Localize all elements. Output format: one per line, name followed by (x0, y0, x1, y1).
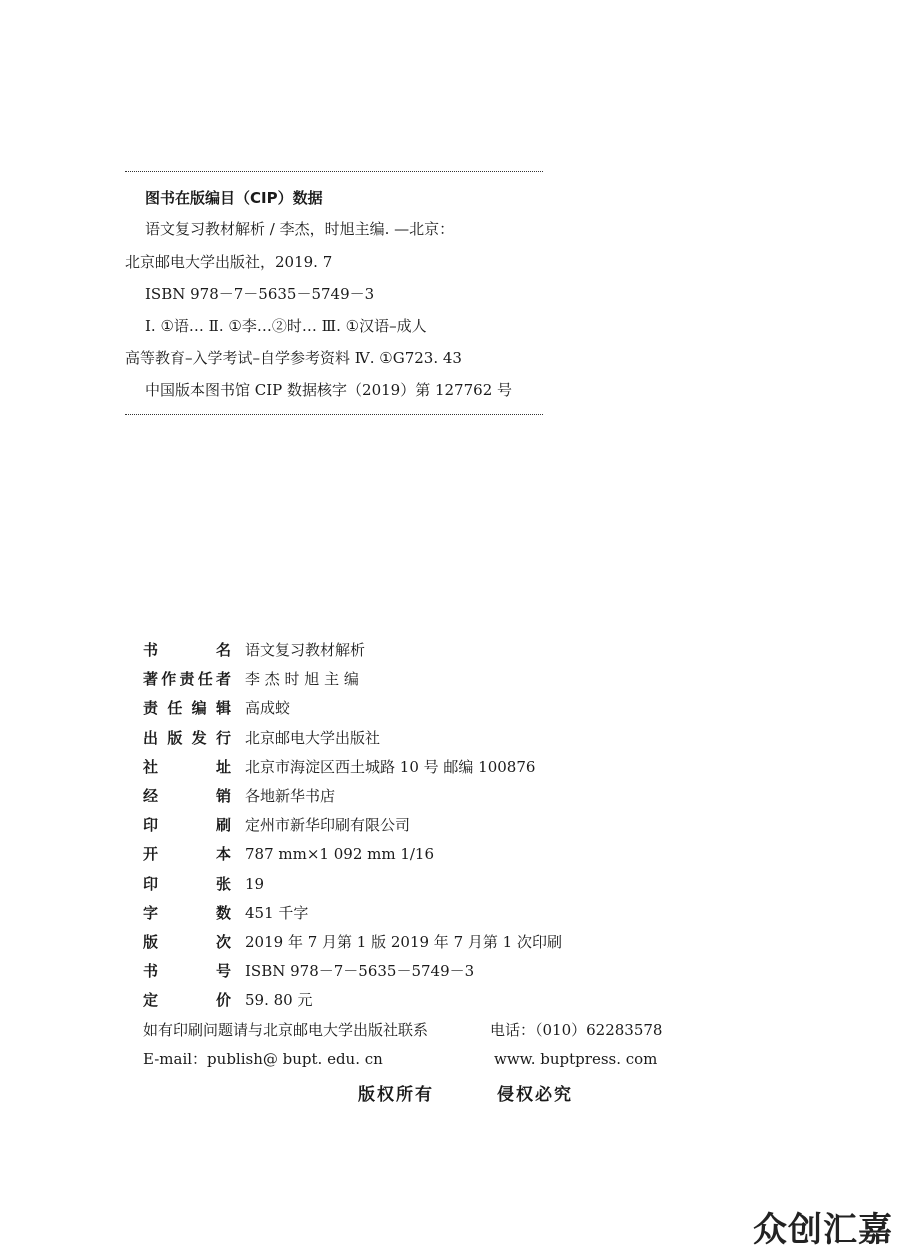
info-label (143, 843, 231, 865)
info-label (143, 639, 231, 661)
info-label-char: 价 (215, 991, 231, 1009)
info-label (143, 668, 231, 690)
info-label-char: 次 (215, 933, 231, 951)
info-value: 19 (245, 875, 265, 893)
info-label-char: 号 (215, 962, 231, 980)
cip-line-2: 北京邮电大学出版社，2019. 7 (125, 253, 333, 271)
info-value: 北京市海淀区西土城路 10 号 邮编 100876 (245, 758, 536, 776)
info-label-char: 印 (143, 875, 159, 893)
info-label-char: 行 (215, 729, 231, 747)
info-label-char: 版 (143, 933, 159, 951)
info-value: 451 千字 (245, 904, 309, 922)
cip-title: 图书在版编目（CIP）数据 (145, 189, 323, 207)
info-label (143, 902, 231, 924)
info-label-char: 销 (215, 787, 231, 805)
info-label (143, 697, 231, 719)
info-value: 北京邮电大学出版社 (245, 729, 381, 747)
info-label-char: 数 (215, 904, 231, 922)
contact-email: E-mail：publish@ bupt. edu. cn (143, 1050, 383, 1068)
info-value: ISBN 978－7－5635－5749－3 (245, 962, 475, 980)
contact-website: www. buptpress. com (494, 1050, 658, 1068)
info-label-char: 字 (143, 904, 159, 922)
info-label-char: 发 (191, 729, 207, 747)
info-label-char: 书 (143, 962, 159, 980)
info-label-char: 作 (161, 670, 177, 688)
info-label (143, 873, 231, 895)
info-label-char: 名 (215, 641, 231, 659)
info-value: 高成蛟 (245, 699, 291, 717)
info-label-char: 印 (143, 816, 159, 834)
info-label-char: 出 (143, 729, 159, 747)
info-value: 李 杰 时 旭 主 编 (245, 670, 359, 688)
info-label-char: 者 (215, 670, 231, 688)
info-label-char: 任 (197, 670, 213, 688)
copyright-reserved: 版权所有 (358, 1085, 434, 1105)
info-value: 定州市新华印刷有限公司 (245, 816, 411, 834)
info-label-char: 版 (167, 729, 183, 747)
info-label (143, 785, 231, 807)
info-value: 2019 年 7 月第 1 版 2019 年 7 月第 1 次印刷 (245, 933, 562, 951)
info-label-char: 书 (143, 641, 159, 659)
info-label-char: 编 (191, 699, 207, 717)
info-label-char: 址 (215, 758, 231, 776)
info-label (143, 814, 231, 836)
cip-line-4: Ⅰ. ①语… Ⅱ. ①李…②时… Ⅲ. ①汉语–成人 (145, 317, 427, 335)
cip-line-1: 语文复习教材解析 / 李杰，时旭主编. —北京： (145, 220, 455, 238)
cip-line-5: 高等教育–入学考试–自学参考资料 Ⅳ. ①G723. 43 (125, 349, 462, 367)
info-value: 各地新华书店 (245, 787, 336, 805)
contact-phone: 电话：（010）62283578 (490, 1021, 663, 1039)
copyright-infringement: 侵权必究 (497, 1085, 573, 1105)
info-label (143, 989, 231, 1011)
info-label-char: 开 (143, 845, 159, 863)
info-label-char: 责 (143, 699, 159, 717)
info-label (143, 960, 231, 982)
info-label-char: 著 (143, 670, 159, 688)
cip-bottom-rule (125, 414, 543, 415)
cip-line-3: ISBN 978－7－5635－5749－3 (145, 285, 375, 303)
contact-notice: 如有印刷问题请与北京邮电大学出版社联系 (143, 1021, 429, 1039)
watermark-logo: 众创汇嘉 (753, 1210, 893, 1250)
cip-top-rule (125, 171, 543, 172)
info-label-char: 刷 (215, 816, 231, 834)
info-label-char: 任 (167, 699, 183, 717)
info-value: 语文复习教材解析 (245, 641, 366, 659)
info-value: 59. 80 元 (245, 991, 313, 1009)
info-label-char: 本 (215, 845, 231, 863)
info-label-char: 定 (143, 991, 159, 1009)
info-label-char: 责 (179, 670, 195, 688)
info-label (143, 931, 231, 953)
info-value: 787 mm×1 092 mm 1/16 (245, 845, 435, 863)
info-label-char: 社 (143, 758, 159, 776)
info-label-char: 经 (143, 787, 159, 805)
cip-line-6: 中国版本图书馆 CIP 数据核字（2019）第 127762 号 (145, 381, 513, 399)
info-label-char: 张 (215, 875, 231, 893)
info-label (143, 756, 231, 778)
info-label-char: 辑 (215, 699, 231, 717)
info-label (143, 727, 231, 749)
